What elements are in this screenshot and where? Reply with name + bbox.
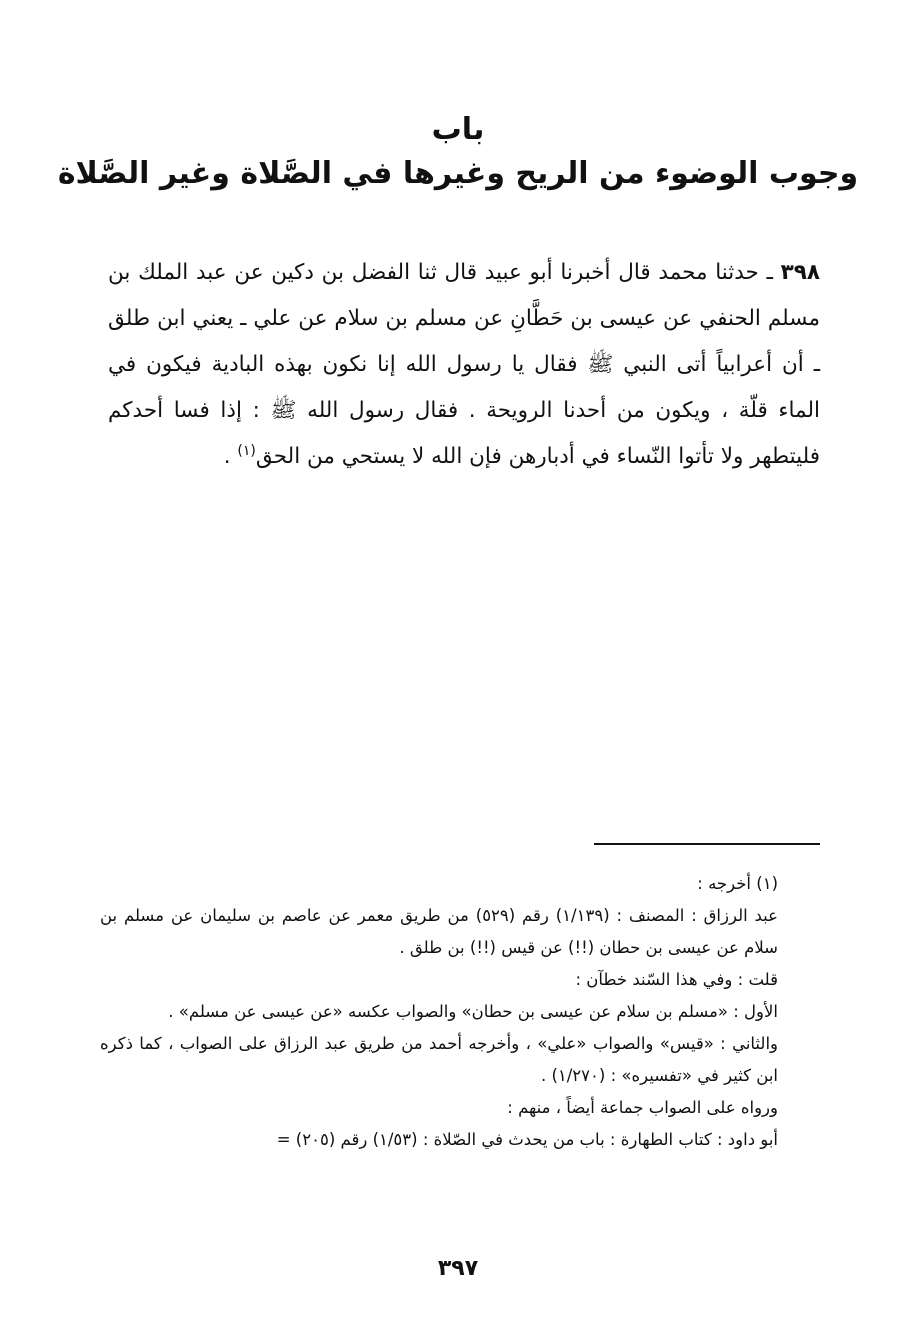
hadith-end: . — [223, 444, 238, 469]
footnote-reference[interactable]: (١) — [237, 442, 256, 459]
footnote-divider — [594, 843, 820, 845]
chapter-label: باب — [431, 112, 485, 147]
footnote-line: أبو داود : كتاب الطهارة : باب من يحدث في الصّلاة : (١/٥٣) رقم (٢٠٥) = — [276, 1130, 778, 1149]
footnote-line: الأول : «مسلم بن سلام عن عيسى بن حطان» والصواب عكسه «عن عيسى عن مسلم» . — [168, 1002, 778, 1021]
footnotes — [100, 868, 820, 1156]
footnote-line: ورواه على الصواب جماعة أيضاً ، منهم : — [507, 1098, 778, 1117]
footnote-line: (١) أخرجه : — [697, 874, 778, 893]
chapter-title: وجوب الوضوء من الريح وغيرها في الصَّلاة وغير الصَّلاة — [57, 156, 859, 191]
footnote-line: عبد الرزاق : المصنف : (١/١٣٩) رقم (٥٢٩) من طريق معمر عن عاصم بن سليمان عن مسلم بن سلام عن عيسى بن حطان (!!) عن قيس (!!) بن طلق . — [100, 906, 779, 957]
hadith-number: ٣٩٨ — [780, 260, 820, 285]
footnote-line: قلت : وفي هذا السّند خطآن : — [575, 970, 778, 989]
page-number: ٣٩٧ — [437, 1256, 479, 1281]
footnote-line: والثاني : «قيس» والصواب «علي» ، وأخرجه أحمد من طريق عبد الرزاق على الصواب ، كما ذكره ابن كثير في «تفسيره» : (١/٢٧٠) . — [100, 1034, 778, 1085]
hadith-paragraph — [108, 250, 820, 480]
hadith-text: ـ حدثنا محمد قال أخبرنا أبو عبيد قال ثنا الفضل بن دكين عن عبد الملك بن مسلم الحنفي عن عيسى بن حَطَّانِ عن مسلم بن سلام عن علي ـ يعني ابن طلق ـ أن أعرابياً أتى النبي ﷺ فقال يا رسول الله إنا نكون بهذه البادية فيكون في الماء قلّة ، ويكون من أحدنا الرويحة . فقال رسول الله ﷺ : إذا فسا أحدكم فليتطهر ولا تأتوا النّساء في أدبارهن فإن الله لا يستحي من الحق — [108, 260, 820, 469]
